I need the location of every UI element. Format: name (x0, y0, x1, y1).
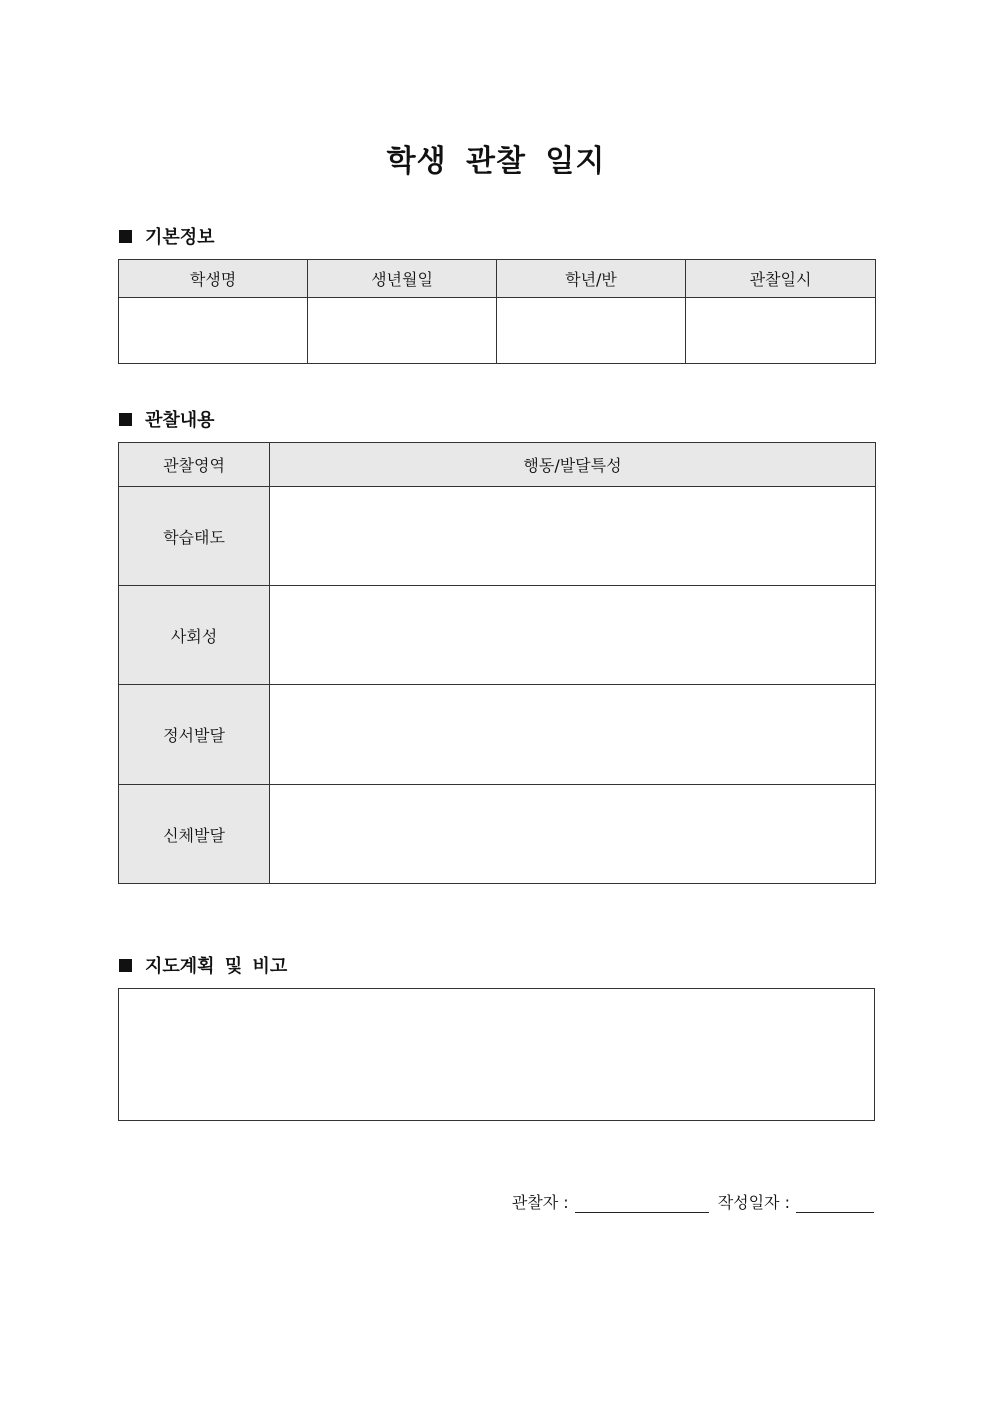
area-label-sociability: 사회성 (119, 586, 270, 685)
remarks-field[interactable] (118, 988, 875, 1121)
table-row (119, 685, 876, 785)
sociability-field[interactable] (270, 586, 876, 685)
observer-input[interactable] (575, 1194, 709, 1213)
area-label-emotional-development: 정서발달 (119, 685, 270, 785)
column-header-behavior: 행동/발달특성 (270, 443, 876, 487)
column-header-observation-date: 관찰일시 (686, 260, 876, 298)
observation-table (118, 442, 876, 884)
basic-info-value-row (119, 298, 876, 364)
physical-development-field[interactable] (270, 785, 876, 884)
basic-info-header-row (119, 260, 876, 298)
black-square-icon (119, 230, 132, 243)
table-row (119, 785, 876, 884)
learning-attitude-field[interactable] (270, 487, 876, 586)
page-title: 학생 관찰 일지 (386, 144, 606, 179)
observation-date-field[interactable] (686, 298, 876, 364)
table-row (119, 487, 876, 586)
area-label-physical-development: 신체발달 (119, 785, 270, 884)
black-square-icon (119, 413, 132, 426)
basic-info-table (118, 259, 876, 364)
column-header-grade-class: 학년/반 (497, 260, 686, 298)
observation-header-row (119, 443, 876, 487)
section-heading-label: 관찰내용 (145, 410, 215, 431)
emotional-development-field[interactable] (270, 685, 876, 785)
student-name-field[interactable] (119, 298, 308, 364)
section-heading-basic-info (119, 223, 215, 249)
section-heading-observation (119, 406, 215, 432)
column-header-area: 관찰영역 (119, 443, 270, 487)
date-input[interactable] (796, 1194, 874, 1213)
observer-label: 관찰자 : (511, 1193, 569, 1212)
area-label-learning-attitude: 학습태도 (119, 487, 270, 586)
grade-class-field[interactable] (497, 298, 686, 364)
section-heading-label: 지도계획 및 비고 (145, 956, 288, 977)
birthdate-field[interactable] (308, 298, 497, 364)
black-square-icon (119, 959, 132, 972)
column-header-student-name: 학생명 (119, 260, 308, 298)
date-label: 작성일자 : (717, 1193, 790, 1212)
column-header-birthdate: 생년월일 (308, 260, 497, 298)
table-row (119, 586, 876, 685)
section-heading-remarks (119, 952, 287, 978)
section-heading-label: 기본정보 (145, 227, 215, 248)
signature-line (512, 1190, 874, 1213)
